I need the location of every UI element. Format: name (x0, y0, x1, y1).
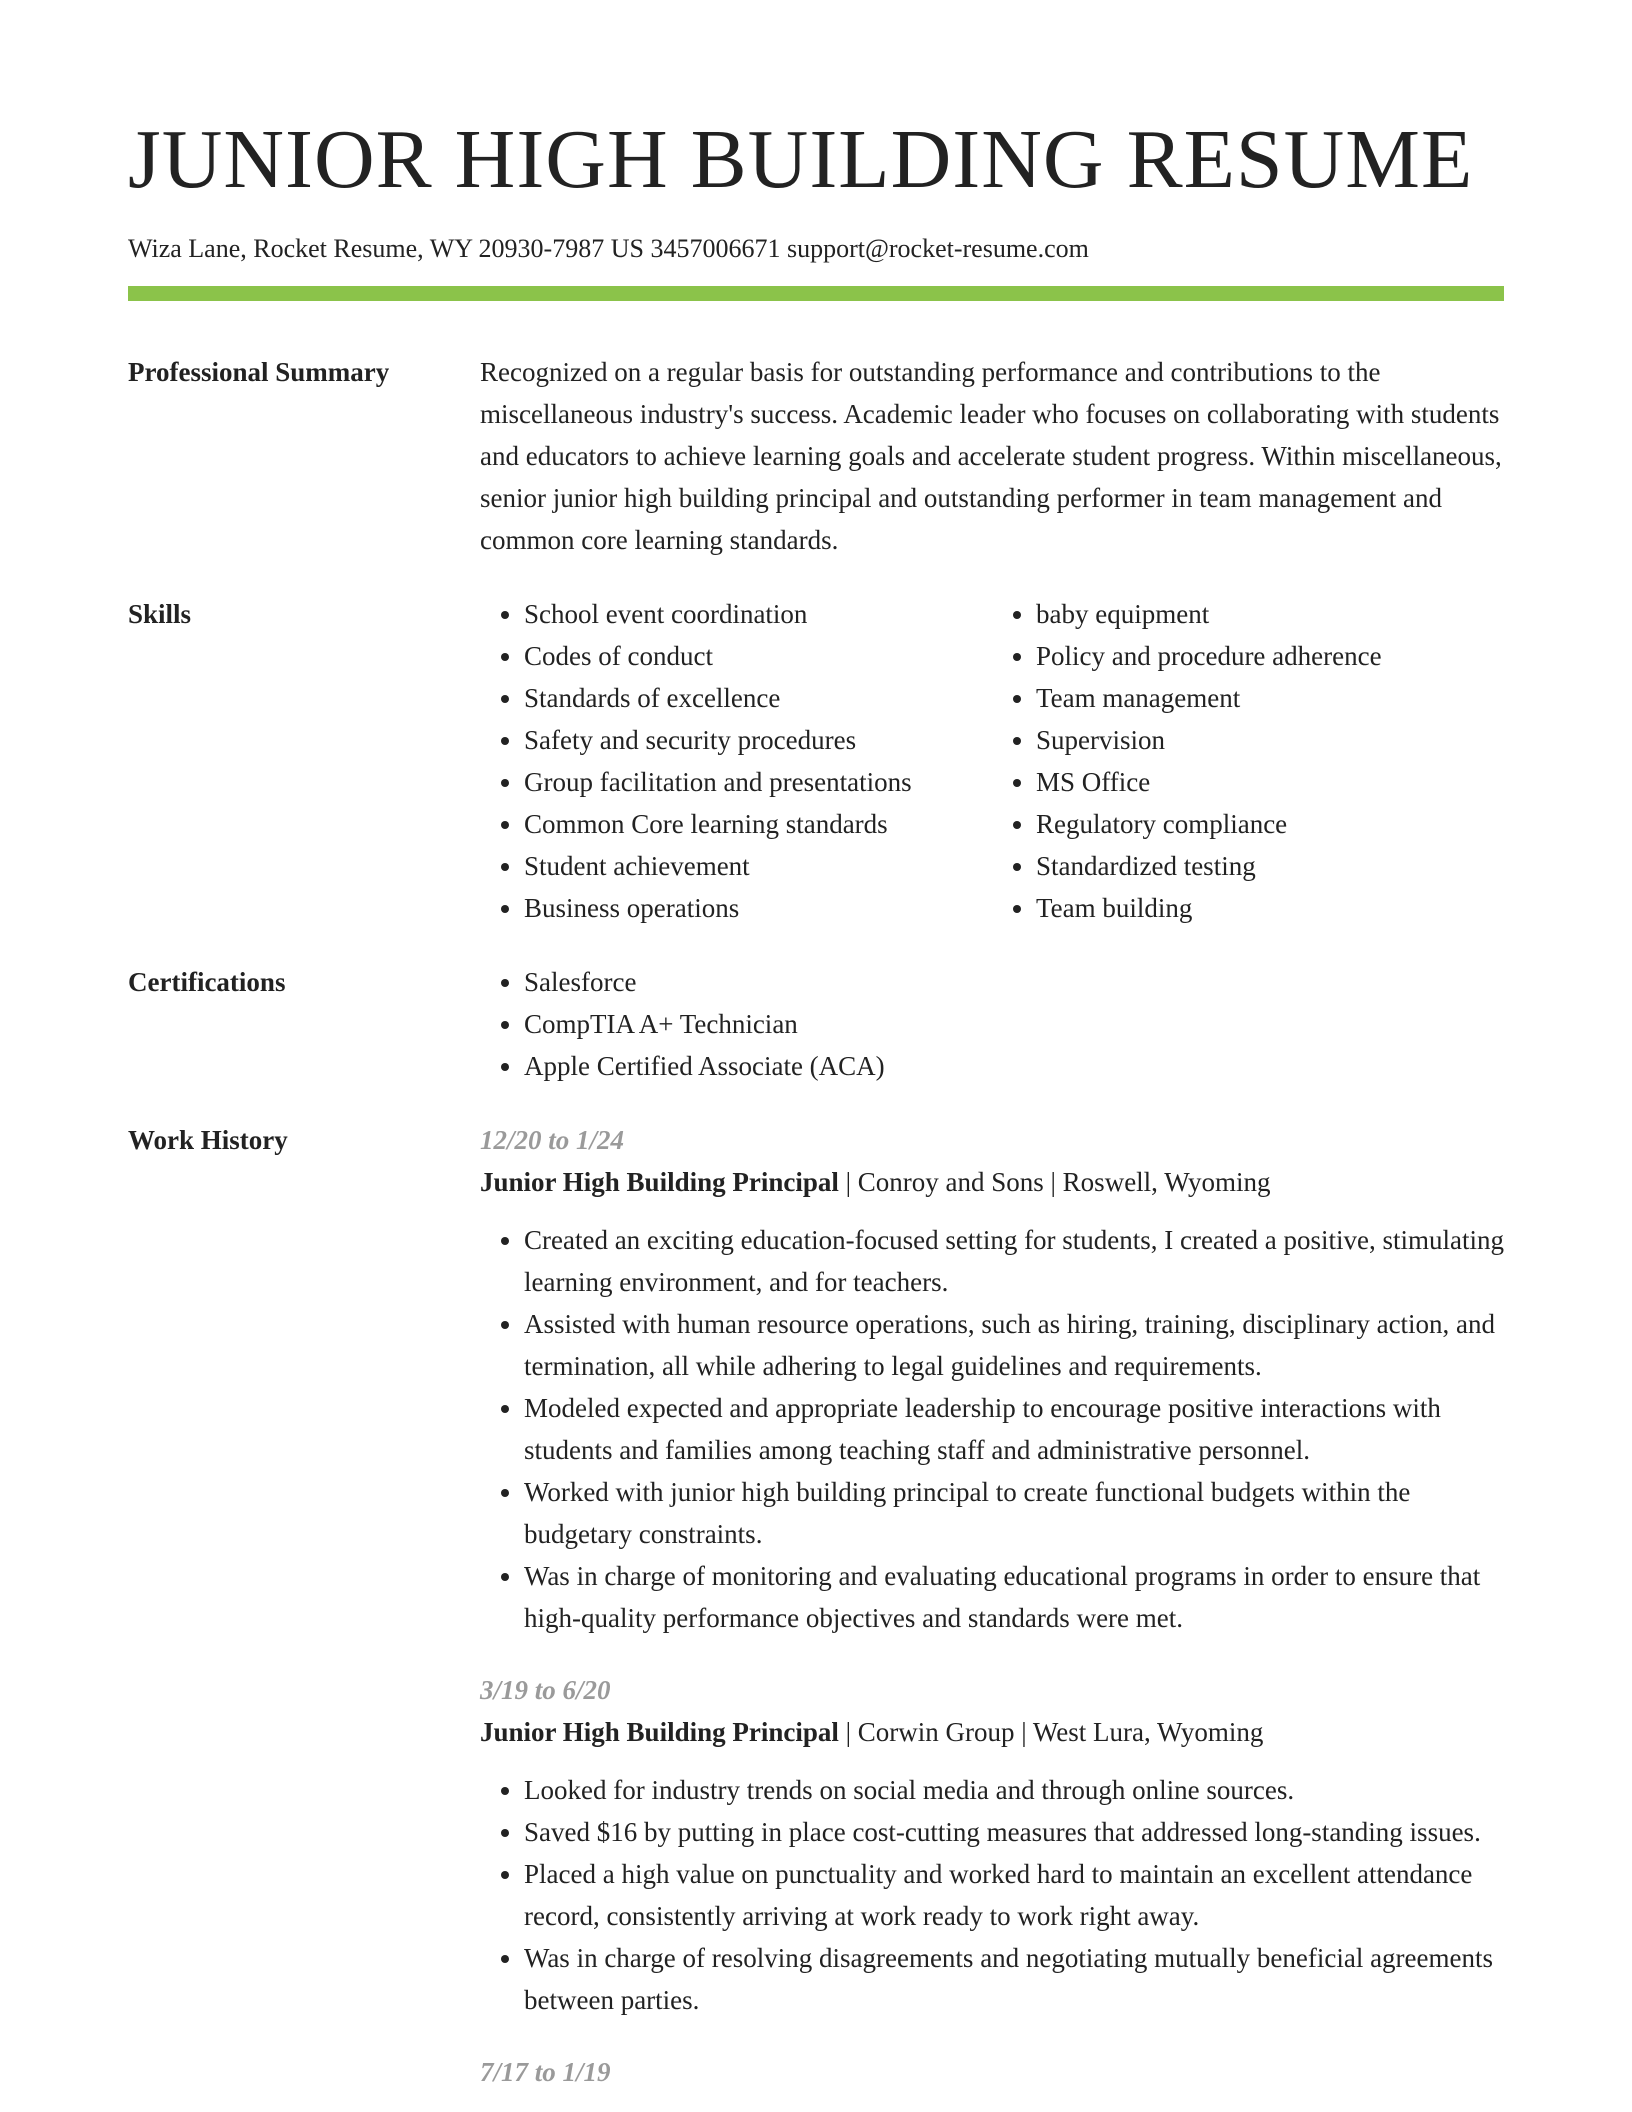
list-item: • Was in charge of monitoring and evaluating educational programs in order to ensure that high-quality performance objectives and standards were met. (524, 1555, 1504, 1639)
job-heading (480, 1161, 1504, 1203)
list-item: • Codes of conduct (524, 635, 992, 677)
job-bullets (480, 1769, 1504, 2021)
list-item: • Assisted with human resource operations, such as hiring, training, disciplinary action, and termination, all while adhering to legal guidelines and requirements. (524, 1303, 1504, 1387)
job-dates: 3/19 to 6/20 (480, 1675, 611, 1705)
skills-list-right (992, 593, 1504, 929)
contact-line: Wiza Lane, Rocket Resume, WY 20930-7987 US 3457006671 support@rocket-resume.com (128, 234, 1089, 263)
summary-body (480, 351, 1504, 561)
list-item: • Policy and procedure adherence (1036, 635, 1504, 677)
list-item: • Worked with junior high building principal to create functional budgets within the budgetary constraints. (524, 1471, 1504, 1555)
summary-heading: Professional Summary (128, 357, 390, 387)
job-company-location: | Corwin Group | West Lura, Wyoming (838, 1717, 1264, 1747)
list-item: • Common Core learning standards (524, 803, 992, 845)
list-item: • Business operations (524, 887, 992, 929)
list-item: • baby equipment (1036, 593, 1504, 635)
list-item: • Modeled expected and appropriate leadership to encourage positive interactions with students and families among teaching staff and administrative personnel. (524, 1387, 1504, 1471)
job-entry (480, 1119, 1504, 1639)
job-dates: 12/20 to 1/24 (480, 1125, 625, 1155)
work-history-body (480, 1119, 1504, 2087)
list-item: • Supervision (1036, 719, 1504, 761)
list-item: • Apple Certified Associate (ACA) (524, 1045, 1504, 1087)
list-item: • Saved $16 by putting in place cost-cutting measures that addressed long-standing issues. (524, 1811, 1504, 1853)
list-item: • Salesforce (524, 961, 1504, 1003)
certifications-heading: Certifications (128, 967, 286, 997)
job-company-location: | Conroy and Sons | Roswell, Wyoming (838, 1167, 1271, 1197)
list-item: • Standardized testing (1036, 845, 1504, 887)
list-item: • Created an exciting education-focused setting for students, I created a positive, stimulating learning environment, and for teachers. (524, 1219, 1504, 1303)
list-item: • MS Office (1036, 761, 1504, 803)
job-title: Junior High Building Principal (480, 1167, 839, 1197)
list-item: • Was in charge of resolving disagreements and negotiating mutually beneficial agreements between parties. (524, 1937, 1504, 2021)
list-item: • Student achievement (524, 845, 992, 887)
skills-body (480, 593, 1504, 929)
skills-list-left (480, 593, 992, 929)
job-heading (480, 1711, 1504, 1753)
resume-name: JUNIOR HIGH BUILDING RESUME (128, 113, 1474, 206)
job-bullets (480, 1219, 1504, 1639)
list-item: • Regulatory compliance (1036, 803, 1504, 845)
certifications-body (480, 961, 1504, 1087)
header-divider (128, 286, 1504, 301)
list-item: • CompTIA A+ Technician (524, 1003, 1504, 1045)
work-history-heading: Work History (128, 1125, 288, 1155)
skills-heading: Skills (128, 599, 192, 629)
list-item: • Standards of excellence (524, 677, 992, 719)
certifications-list (480, 961, 1504, 1087)
list-item: • Team management (1036, 677, 1504, 719)
list-item: • School event coordination (524, 593, 992, 635)
job-title: Junior High Building Principal (480, 1717, 839, 1747)
list-item: • Placed a high value on punctuality and worked hard to maintain an excellent attendance record, consistently arriving at work ready to work right away. (524, 1853, 1504, 1937)
job-dates: 7/17 to 1/19 (480, 2057, 611, 2087)
list-item: • Group facilitation and presentations (524, 761, 992, 803)
list-item: • Team building (1036, 887, 1504, 929)
summary-text: Recognized on a regular basis for outstanding performance and contributions to the miscellaneous industry's success. Academic leader who focuses on collaborating with students and educators to achieve learning goals and accelerate student progress. Within miscellaneous, senior junior high building principal and outstanding performer in team management and common core learning standards. (480, 357, 1502, 555)
list-item: • Safety and security procedures (524, 719, 992, 761)
job-entry (480, 1669, 1504, 2021)
list-item: • Looked for industry trends on social media and through online sources. (524, 1769, 1504, 1811)
